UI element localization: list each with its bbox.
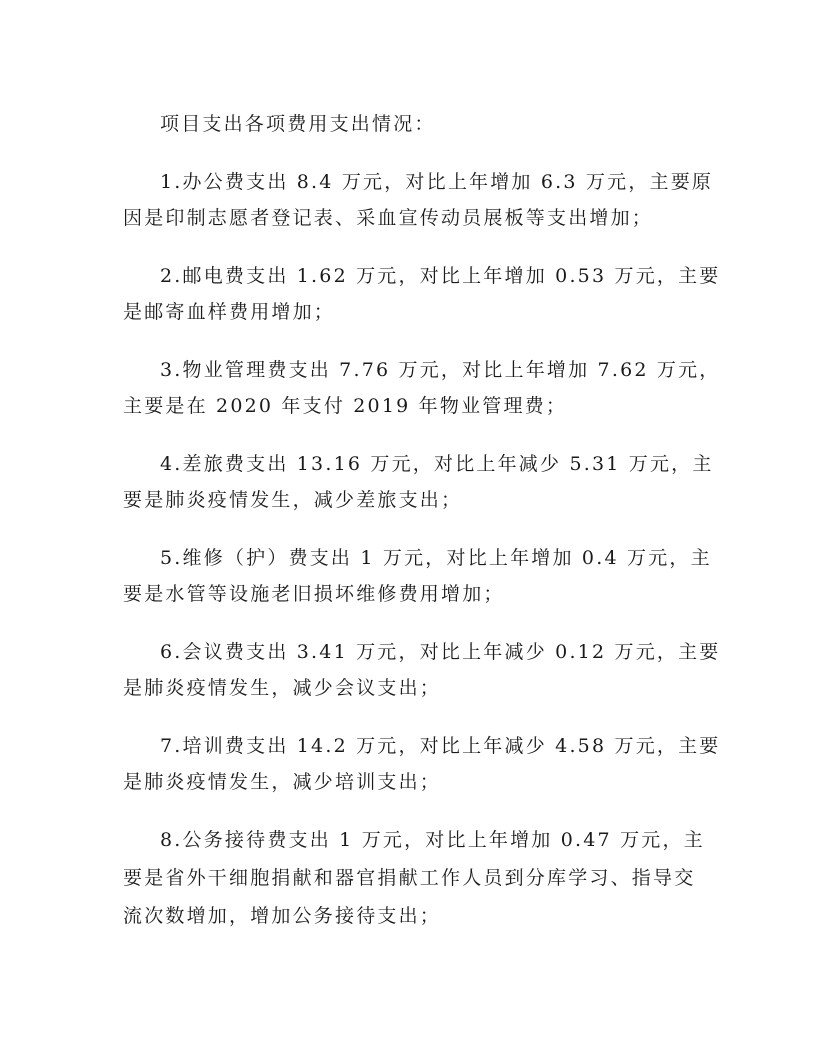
item-7-line-2: 是肺炎疫情发生，减少培训支出； bbox=[123, 771, 442, 793]
item-4-line-2: 要是肺炎疫情发生，减少差旅支出； bbox=[123, 489, 463, 511]
item-1-line-1: 1.办公费支出 8.4 万元，对比上年增加 6.3 万元，主要原 bbox=[160, 171, 714, 193]
item-6-line-2: 是肺炎疫情发生，减少会议支出； bbox=[123, 677, 442, 699]
item-2-line-2: 是邮寄血样费用增加； bbox=[123, 301, 336, 323]
item-4-line-1: 4.差旅费支出 13.16 万元，对比上年减少 5.31 万元，主 bbox=[160, 453, 714, 475]
item-6-line-1: 6.会议费支出 3.41 万元，对比上年减少 0.12 万元，主要 bbox=[160, 641, 721, 663]
item-5-line-1: 5.维修（护）费支出 1 万元，对比上年增加 0.4 万元，主 bbox=[160, 547, 712, 569]
section-heading: 项目支出各项费用支出情况： bbox=[160, 113, 436, 135]
item-8-line-1: 8.公务接待费支出 1 万元，对比上年增加 0.47 万元，主 bbox=[160, 829, 705, 851]
item-3-line-2: 主要是在 2020 年支付 2019 年物业管理费； bbox=[123, 395, 568, 417]
item-8-line-2: 要是省外干细胞捐献和器官捐献工作人员到分库学习、指导交 bbox=[123, 867, 696, 889]
item-3-line-1: 3.物业管理费支出 7.76 万元，对比上年增加 7.62 万元， bbox=[160, 359, 721, 381]
item-1-line-2: 因是印制志愿者登记表、采血宣传动员展板等支出增加； bbox=[123, 207, 654, 229]
item-8-line-3: 流次数增加，增加公务接待支出； bbox=[123, 905, 442, 927]
item-2-line-1: 2.邮电费支出 1.62 万元，对比上年增加 0.53 万元，主要 bbox=[160, 265, 721, 287]
item-5-line-2: 要是水管等设施老旧损坏维修费用增加； bbox=[123, 583, 505, 605]
item-7-line-1: 7.培训费支出 14.2 万元，对比上年减少 4.58 万元，主要 bbox=[160, 735, 721, 757]
